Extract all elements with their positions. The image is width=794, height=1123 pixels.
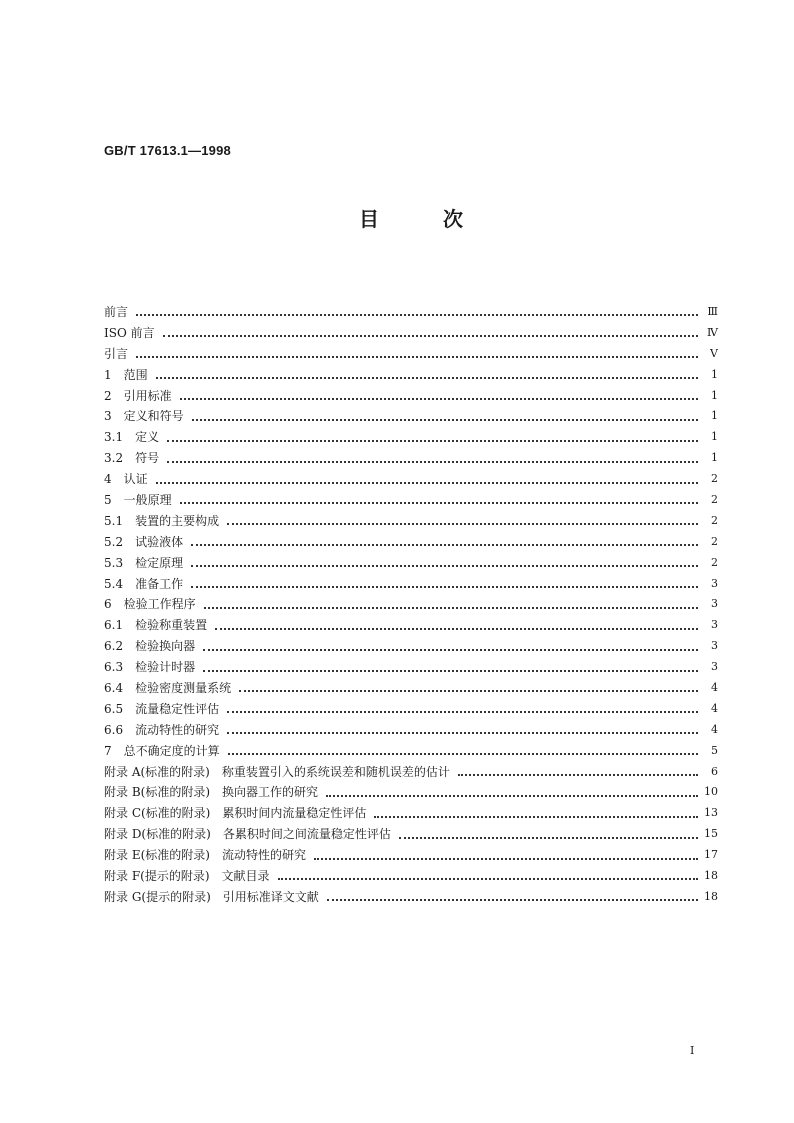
toc-entry-title: 流动特性的研究 bbox=[135, 722, 220, 737]
toc-entry-number: 3 bbox=[104, 409, 112, 424]
toc-entry-page: 2 bbox=[711, 513, 718, 527]
toc-entry[interactable] bbox=[104, 532, 718, 553]
toc-entry[interactable] bbox=[104, 762, 718, 783]
toc-entry[interactable] bbox=[104, 845, 718, 866]
toc-entry-number: 3.2 bbox=[104, 451, 124, 466]
toc-entry[interactable] bbox=[104, 824, 718, 845]
toc-entry-number: 5 bbox=[104, 493, 112, 508]
toc-entry-page: 18 bbox=[704, 869, 718, 883]
toc-entry-title: 累积时间内流量稳定性评估 bbox=[222, 806, 367, 821]
toc-entry[interactable] bbox=[104, 427, 718, 448]
toc-entry[interactable] bbox=[104, 594, 718, 615]
toc-entry-number: 2 bbox=[104, 388, 112, 403]
toc-entry[interactable] bbox=[104, 782, 718, 803]
toc-entry[interactable] bbox=[104, 490, 718, 511]
dot-leader bbox=[215, 628, 698, 630]
dot-leader bbox=[374, 816, 698, 818]
toc-entry-page: 15 bbox=[704, 827, 718, 841]
dot-leader bbox=[203, 670, 698, 672]
dot-leader bbox=[167, 461, 698, 463]
toc-entry-title: 引用标准译文文献 bbox=[222, 889, 319, 904]
toc-entry[interactable] bbox=[104, 657, 718, 678]
toc-entry[interactable] bbox=[104, 344, 718, 365]
toc-entry[interactable] bbox=[104, 720, 718, 741]
toc-entry[interactable] bbox=[104, 469, 718, 490]
toc-entry-page: 3 bbox=[711, 660, 718, 674]
toc-entry[interactable] bbox=[104, 553, 718, 574]
dot-leader bbox=[136, 356, 698, 358]
toc-entry-page: 13 bbox=[704, 806, 718, 820]
toc-entry-number: 附录 D(标准的附录) bbox=[104, 827, 211, 842]
toc-entry[interactable] bbox=[104, 615, 718, 636]
dot-leader bbox=[136, 314, 698, 316]
toc-entry-number: 7 bbox=[104, 743, 112, 758]
toc-entry[interactable] bbox=[104, 386, 718, 407]
toc-entry-page: 4 bbox=[711, 722, 718, 736]
toc-entry-page: 5 bbox=[711, 743, 718, 757]
toc-entry-page: 3 bbox=[711, 597, 718, 611]
toc-entry-page: 2 bbox=[711, 493, 718, 507]
dot-leader bbox=[156, 377, 698, 379]
toc-entry-page: Ⅴ bbox=[710, 346, 718, 360]
toc-entry-number: 6.4 bbox=[104, 681, 124, 696]
dot-leader bbox=[399, 837, 698, 839]
toc-entry-title: 文献目录 bbox=[221, 869, 270, 884]
dot-leader bbox=[227, 711, 698, 713]
toc-entry-number: 6.3 bbox=[104, 660, 124, 675]
toc-entry-number: 附录 G(提示的附录) bbox=[104, 889, 211, 904]
toc-entry-title: 检验工作程序 bbox=[123, 597, 196, 612]
toc-entry[interactable] bbox=[104, 699, 718, 720]
toc-entry-number: 附录 E(标准的附录) bbox=[104, 848, 210, 863]
toc-entry-page: 3 bbox=[711, 639, 718, 653]
dot-leader bbox=[156, 482, 698, 484]
toc-entry-page: 2 bbox=[711, 534, 718, 548]
toc-entry-page: 1 bbox=[711, 451, 718, 465]
toc-entry-title: 认证 bbox=[123, 472, 148, 487]
toc-entry-title: 检定原理 bbox=[135, 555, 184, 570]
dot-leader bbox=[227, 732, 698, 734]
toc-entry-title: 定义和符号 bbox=[123, 409, 184, 424]
toc-entry-number: 附录 F(提示的附录) bbox=[104, 869, 210, 884]
toc-entry-title: 试验液体 bbox=[135, 534, 184, 549]
toc-entry-title: 检验称重装置 bbox=[135, 618, 208, 633]
toc-entry-number: 前言 bbox=[104, 305, 129, 319]
toc-entry-page: 3 bbox=[711, 576, 718, 590]
toc-entry-page: 2 bbox=[711, 472, 718, 486]
dot-leader bbox=[227, 523, 698, 525]
toc-entry-number: 5.1 bbox=[104, 513, 124, 528]
toc-entry[interactable] bbox=[104, 574, 718, 595]
dot-leader bbox=[228, 753, 698, 755]
dot-leader bbox=[191, 565, 698, 567]
dot-leader bbox=[458, 774, 698, 776]
dot-leader bbox=[204, 607, 698, 609]
toc-entry-title: 准备工作 bbox=[135, 576, 184, 591]
toc-entry-number: 5.3 bbox=[104, 555, 124, 570]
toc-entry[interactable] bbox=[104, 365, 718, 386]
dot-leader bbox=[167, 440, 698, 442]
toc-entry-number: 6.2 bbox=[104, 639, 124, 654]
page-number: I bbox=[690, 1044, 695, 1057]
toc-entry-title: 流量稳定性评估 bbox=[135, 701, 220, 716]
toc-entry-page: 2 bbox=[711, 555, 718, 569]
toc-entry-number: ISO 前言 bbox=[104, 325, 155, 340]
toc-entry[interactable] bbox=[104, 741, 718, 762]
toc-entry-title: 检验密度测量系统 bbox=[135, 681, 232, 696]
toc-entry-page: 1 bbox=[711, 430, 718, 444]
table-of-contents bbox=[104, 302, 718, 908]
dot-leader bbox=[180, 502, 698, 504]
toc-entry[interactable] bbox=[104, 636, 718, 657]
dot-leader bbox=[327, 899, 698, 901]
dot-leader bbox=[180, 398, 698, 400]
toc-entry[interactable] bbox=[104, 323, 718, 344]
toc-entry-page: 4 bbox=[711, 701, 718, 715]
toc-entry-page: 4 bbox=[711, 681, 718, 695]
toc-entry-title: 检验换向器 bbox=[135, 639, 196, 654]
toc-entry-number: 6.6 bbox=[104, 722, 124, 737]
toc-entry-title: 装置的主要构成 bbox=[135, 513, 220, 528]
toc-entry-page: 1 bbox=[711, 367, 718, 381]
page-title: 目次 bbox=[359, 207, 527, 231]
toc-entry[interactable] bbox=[104, 448, 718, 469]
toc-entry[interactable] bbox=[104, 866, 718, 887]
toc-entry-page: 10 bbox=[704, 785, 718, 799]
toc-entry[interactable] bbox=[104, 803, 718, 824]
dot-leader bbox=[191, 586, 698, 588]
toc-entry-number: 6 bbox=[104, 597, 112, 612]
toc-entry[interactable] bbox=[104, 406, 718, 427]
toc-entry-number: 5.2 bbox=[104, 534, 124, 549]
dot-leader bbox=[326, 795, 698, 797]
toc-entry-page: Ⅳ bbox=[707, 325, 718, 339]
toc-entry-title: 定义 bbox=[135, 430, 160, 445]
toc-entry[interactable] bbox=[104, 302, 718, 323]
toc-entry-page: 17 bbox=[704, 848, 718, 862]
toc-entry-number: 附录 B(标准的附录) bbox=[104, 785, 210, 800]
toc-entry-page: 3 bbox=[711, 618, 718, 632]
toc-entry-title: 范围 bbox=[123, 367, 148, 382]
toc-entry-number: 1 bbox=[104, 367, 112, 382]
toc-entry-number: 附录 A(标准的附录) bbox=[104, 764, 210, 779]
toc-entry-number: 6.5 bbox=[104, 701, 124, 716]
toc-entry[interactable] bbox=[104, 678, 718, 699]
toc-entry-title: 检验计时器 bbox=[135, 660, 196, 675]
toc-entry-title: 流动特性的研究 bbox=[221, 848, 306, 863]
toc-entry-page: 1 bbox=[711, 388, 718, 402]
standard-code: GB/T 17613.1—1998 bbox=[104, 143, 231, 158]
toc-entry-title: 符号 bbox=[135, 451, 160, 466]
toc-entry-number: 5.4 bbox=[104, 576, 124, 591]
toc-entry-title: 各累积时间之间流量稳定性评估 bbox=[222, 827, 391, 842]
toc-entry[interactable] bbox=[104, 887, 718, 908]
toc-entry-title: 一般原理 bbox=[123, 493, 172, 508]
toc-entry-title: 引用标准 bbox=[123, 388, 172, 403]
toc-entry-page: Ⅲ bbox=[707, 305, 718, 318]
toc-entry-title: 总不确定度的计算 bbox=[123, 743, 220, 758]
toc-entry-number: 3.1 bbox=[104, 430, 124, 445]
dot-leader bbox=[192, 419, 698, 421]
toc-entry-number: 引言 bbox=[104, 346, 129, 361]
dot-leader bbox=[278, 878, 698, 880]
toc-entry-page: 18 bbox=[704, 889, 718, 903]
toc-entry-page: 6 bbox=[711, 764, 718, 778]
dot-leader bbox=[191, 544, 698, 546]
toc-entry-number: 6.1 bbox=[104, 618, 124, 633]
toc-entry-number: 4 bbox=[104, 472, 112, 487]
dot-leader bbox=[203, 649, 698, 651]
toc-entry[interactable] bbox=[104, 511, 718, 532]
toc-entry-title: 称重装置引入的系统误差和随机误差的估计 bbox=[221, 764, 450, 779]
dot-leader bbox=[239, 690, 698, 692]
toc-entry-number: 附录 C(标准的附录) bbox=[104, 806, 211, 821]
dot-leader bbox=[314, 858, 698, 860]
toc-entry-title: 换向器工作的研究 bbox=[222, 785, 319, 800]
toc-entry-page: 1 bbox=[711, 409, 718, 423]
dot-leader bbox=[163, 335, 698, 337]
